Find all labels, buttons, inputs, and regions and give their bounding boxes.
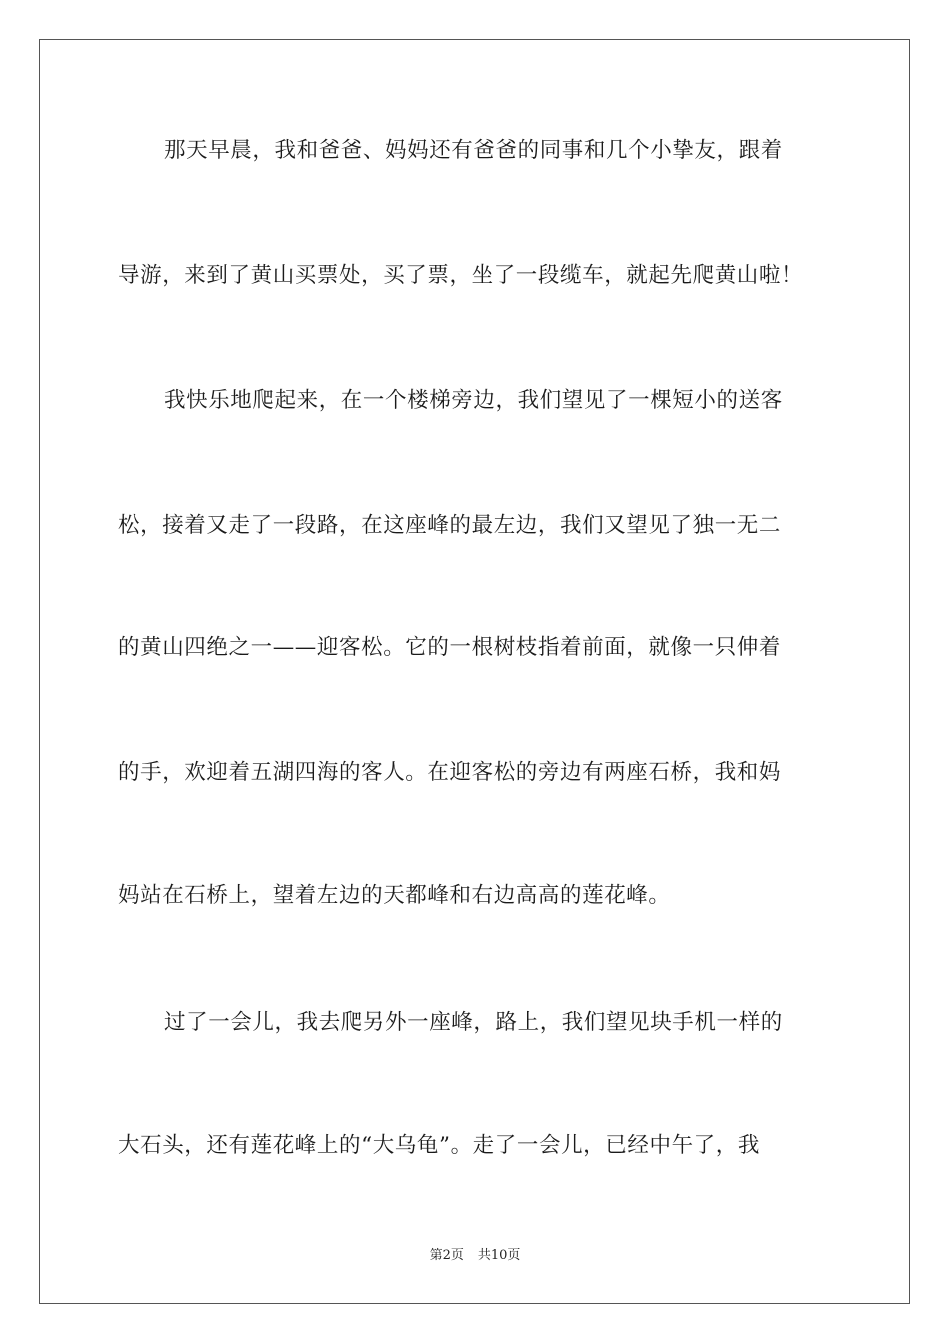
page-number: 第2页: [429, 1248, 464, 1263]
paragraph-2-line-3: 的黄山四绝之一——迎客松。它的一根树枝指着前面，就像一只伸着: [118, 635, 782, 660]
paragraph-1-line-1: 那天早晨，我和爸爸、妈妈还有爸爸的同事和几个小挚友，跟着: [164, 138, 783, 163]
paragraph-3-line-2: 大石头，还有莲花峰上的“大乌龟”。走了一会儿，已经中午了，我: [118, 1133, 760, 1158]
page-total: 共10页: [477, 1248, 521, 1263]
paragraph-1-line-2: 导游，来到了黄山买票处，买了票，坐了一段缆车，就起先爬黄山啦！: [118, 263, 804, 288]
page-footer: [0, 1246, 950, 1266]
paragraph-2-line-2: 松，接着又走了一段路，在这座峰的最左边，我们又望见了独一无二: [118, 513, 782, 538]
page-border: [39, 39, 910, 1304]
paragraph-2-line-1: 我快乐地爬起来，在一个楼梯旁边，我们望见了一棵短小的送客: [164, 388, 783, 413]
paragraph-3-line-1: 过了一会儿，我去爬另外一座峰，路上，我们望见块手机一样的: [164, 1010, 783, 1035]
paragraph-2-line-5: 妈站在石桥上，望着左边的天都峰和右边高高的莲花峰。: [118, 883, 671, 908]
paragraph-2-line-4: 的手，欢迎着五湖四海的客人。在迎客松的旁边有两座石桥，我和妈: [118, 760, 782, 785]
